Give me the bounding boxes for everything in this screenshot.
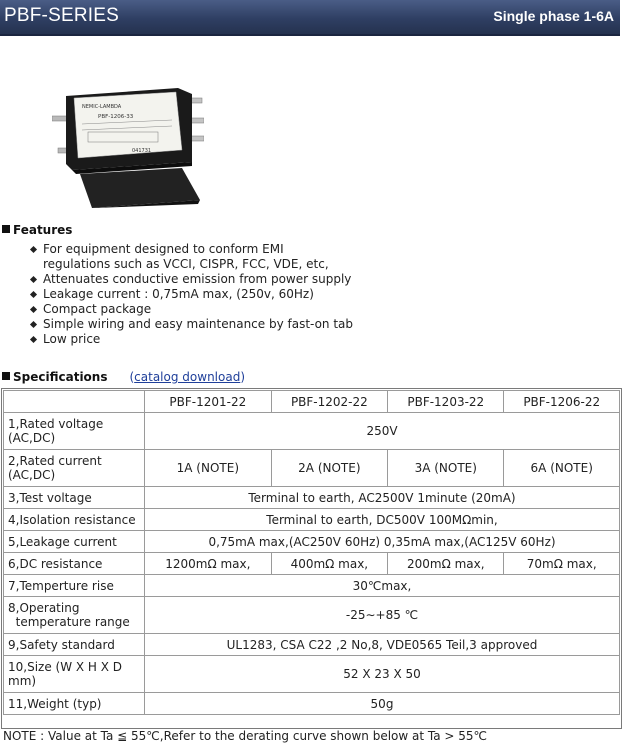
table-cell: 1200mΩ max, [145,553,272,575]
row-label: 5,Leakage current [4,531,145,553]
table-cell: 250V [145,413,620,450]
square-bullet-icon [2,372,10,380]
table-cell: Terminal to earth, AC2500V 1minute (20mA) [145,487,620,509]
table-row [4,575,620,597]
product-lot-text: 041731 [132,148,152,154]
table-cell: -25∼+85 ℃ [145,597,620,634]
specifications-heading [2,370,245,384]
list-item: Compact package [30,302,353,317]
row-label-line: 8,Operating [8,601,80,615]
list-item: Low price [30,332,353,347]
row-label [4,597,145,634]
table-cell: 2A (NOTE) [271,450,387,487]
table-row [4,391,620,413]
square-bullet-icon [2,225,10,233]
table-row [4,597,620,634]
table-row [4,656,620,693]
catalog-paren-open: ( [129,370,135,384]
row-label: 11,Weight (typ) [4,693,145,715]
table-row [4,487,620,509]
table-cell: 52 X 23 X 50 [145,656,620,693]
table-cell: Terminal to earth, DC500V 100MΩmin, [145,509,620,531]
table-row [4,450,620,487]
list-item: Leakage current : 0,75mA max, (250v, 60Hz) [30,287,353,302]
page-header [0,0,620,36]
table-cell: 70mΩ max, [504,553,620,575]
table-row [4,509,620,531]
row-label [4,450,145,487]
table-cell: 400mΩ max, [271,553,387,575]
row-label: 6,DC resistance [4,553,145,575]
row-label: 9,Safety standard [4,634,145,656]
spec-table [3,390,620,715]
page-subtitle: Single phase 1-6A [493,8,614,24]
features-heading-text: Features [13,223,73,237]
features-list [30,242,353,347]
model-header: PBF-1201-22 [145,391,272,413]
table-row [4,531,620,553]
table-cell: 30℃max, [145,575,620,597]
page-title: PBF-SERIES [4,5,119,26]
model-header: PBF-1206-22 [504,391,620,413]
table-cell [4,391,145,413]
row-label-line: temperature range [15,615,130,629]
row-label [4,656,145,693]
row-label [4,413,145,450]
row-label: 3,Test voltage [4,487,145,509]
row-label: 4,Isolation resistance [4,509,145,531]
row-label-line: 1,Rated voltage [8,417,104,431]
table-cell: 1A (NOTE) [145,450,272,487]
specifications-heading-text: Specifications [13,370,108,384]
list-item: For equipment designed to conform EMI [30,242,353,257]
catalog-download-link[interactable]: catalog download [134,370,241,384]
row-label-line: (AC,DC) [8,431,56,445]
table-cell: 200mΩ max, [388,553,504,575]
row-label-line: (AC,DC) [8,468,56,482]
model-header: PBF-1203-22 [388,391,504,413]
table-row [4,413,620,450]
catalog-paren-close: ) [240,370,246,384]
table-row [4,693,620,715]
row-label: 7,Temperture rise [4,575,145,597]
table-cell: 0,75mA max,(AC250V 60Hz) 0,35mA max,(AC125V 60Hz) [145,531,620,553]
table-cell: 3A (NOTE) [388,450,504,487]
product-photo [52,78,204,208]
row-label-line: mm) [8,674,37,688]
table-cell: 6A (NOTE) [504,450,620,487]
features-heading [2,223,72,237]
list-item: regulations such as VCCI, CISPR, FCC, VDE, etc, [43,257,329,271]
row-label-line: 10,Size (W X H X D [8,660,123,674]
table-cell: 50g [145,693,620,715]
product-brand-text: NEMIC-LAMBDA [82,104,122,110]
model-header: PBF-1202-22 [271,391,387,413]
footnote: NOTE : Value at Ta ≦ 55℃,Refer to the derating curve shown below at Ta > 55℃ [3,729,488,743]
product-model-text: PBF-1206-33 [98,114,134,120]
table-cell: UL1283, CSA C22 ,2 No,8, VDE0565 Teil,3 approved [145,634,620,656]
list-item: Attenuates conductive emission from power supply [30,272,353,287]
table-row [4,553,620,575]
row-label-line: 2,Rated current [8,454,102,468]
table-row [4,634,620,656]
list-item: Simple wiring and easy maintenance by fast-on tab [30,317,353,332]
